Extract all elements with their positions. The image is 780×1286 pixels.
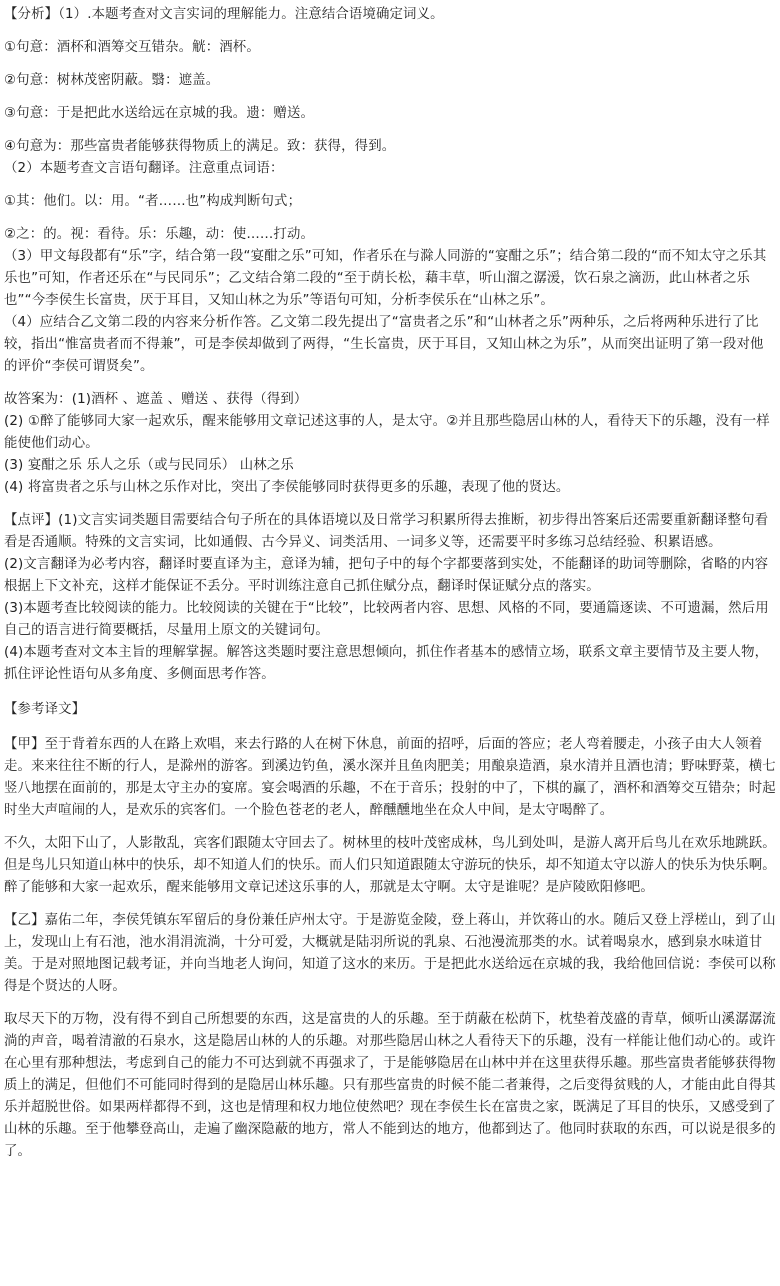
answer-section — [4, 389, 777, 499]
analysis-q1-item: ①句意：酒杯和酒筹交互错杂。觥：酒杯。 — [4, 40, 260, 55]
translation-yi-p1 — [4, 910, 777, 998]
answer-line: (4) 将富贵者之乐与山林之乐作对比，突出了李侯能够同时获得更多的乐趣，表现了他的贤达。 — [4, 480, 570, 495]
comment-item: (4)本题考查对文本主旨的理解掌握。解答这类题时要注意思想倾向，抓住作者基本的感情立场，联系文章主要情节及主要人物，抓住评论性语句从多角度、多侧面思考作答。 — [4, 645, 769, 682]
translation-jia-p1 — [4, 734, 777, 822]
analysis-q1-item: ④句意为：那些富贵者能够获得物质上的满足。致：获得，得到。 — [4, 139, 396, 154]
translation-title: 【参考译文】 — [4, 702, 86, 717]
analysis-q1-item: ②句意：树林茂密阴蔽。翳：遮盖。 — [4, 73, 220, 88]
analysis-q3: （3）甲文每段都有“乐”字，结合第一段“宴酣之乐”可知，作者乐在与滁人同游的“宴酣之乐”；结合第二段的“而不知太守之乐其乐也”可知，作者还乐在“与民同乐”；乙文结合第二段的“至于荫长松，藉丰草，听山溜之潺湲，饮石泉之滴沥，此山林者之乐也”“今李侯生长富贵，厌于耳目，又知山林之为乐”等语句可知，分析李侯乐在“山林之乐”。 — [4, 249, 767, 308]
translation-jia-p2: 不久，太阳下山了，人影散乱，宾客们跟随太守回去了。树林里的枝叶茂密成林，鸟儿到处叫，是游人离开后鸟儿在欢乐地跳跃。但是鸟儿只知道山林中的快乐，却不知道人们的快乐。而人们只知道跟随太守游玩的快乐，却不知道太守以游人的快乐为快乐啊。醉了能够和大家一起欢乐，醒来能够用文章记述这乐事的人，那就是太守啊。太守是谁呢？是庐陵欧阳修吧。 — [4, 836, 776, 895]
analysis-title: 【分析】 — [4, 7, 59, 22]
analysis-q1-line — [4, 4, 777, 26]
analysis-q4: （4）应结合乙文第二段的内容来分析作答。乙文第二段先提出了“富贵者之乐”和“山林者之乐”两种乐，之后将两种乐进行了比较，指出“惟富贵者而不得兼”，可是李侯却做到了两得，“生长富贵，厌于耳目，又知山林之为乐”，从而突出证明了第一段对他的评价“李侯可谓贤矣”。 — [4, 315, 764, 374]
answer-line: (3) 宴酣之乐 乐人之乐（或与民同乐） 山林之乐 — [4, 458, 294, 473]
comment-item: (3)本题考查比较阅读的能力。比较阅读的关键在于“比较”，比较两者内容、思想、风格的不同，要通篇逐读、不可遗漏，然后用自己的语言进行简要概括，尽量用上原文的关键词句。 — [4, 601, 769, 638]
answer-line: 故答案为：(1)酒杯 、遮盖 、赠送 、获得（得到） — [4, 392, 308, 407]
analysis-q1-item: ③句意：于是把此水送给远在京城的我。遗：赠送。 — [4, 106, 315, 121]
translation-section — [4, 699, 777, 1163]
comment-item — [4, 510, 777, 554]
yi-tag: 【乙】 — [4, 913, 45, 928]
comment-title: 【点评】 — [4, 513, 59, 528]
analysis-q2-item: ①其：他们。以：用。“者……也”构成判断句式； — [4, 194, 302, 209]
comment-section — [4, 510, 777, 686]
translation-yi-p2: 取尽天下的万物，没有得不到自己所想要的东西，这是富贵的人的乐趣。至于荫蔽在松荫下，枕垫着茂盛的青草，倾听山溪潺潺流淌的声音，喝着清澈的石泉水，这是隐居山林的人的乐趣。对那些隐居山林之人看待天下的乐趣，没有一样能让他们动心的。或许在心里有那种想法，考虑到自己的能力不可达到就不再强求了，于是能够隐居在山林中并在这里获得乐趣。那些富贵者能够获得物质上的满足，但他们不可能同时得到的是隐居山林乐趣。只有那些富贵的时候不能二者兼得，之后变得贫贱的人，才能由此自得其乐并超脱世俗。如果两样都得不到，这也是情理和权力地位使然吧？现在李侯生长在富贵之家，既满足了耳目的快乐，又感受到了山林的乐趣。至于他攀登高山，走遍了幽深隐蔽的地方，常人不能到达的地方，他都到达了。他同时获取的东西，可以说是很多的了。 — [4, 1012, 776, 1159]
jia-tag: 【甲】 — [4, 737, 45, 752]
jia-p1-text: 至于背着东西的人在路上欢唱，来去行路的人在树下休息，前面的招呼，后面的答应；老人弯着腰走，小孩子由大人领着走。来来往往不断的行人，是滁州的游客。到溪边钓鱼，溪水深并且鱼肉肥美；用酿泉造酒，泉水清并且酒也清；野味野菜，横七竖八地摆在面前的，那是太守主办的宴席。宴会喝酒的乐趣，不在于音乐；投射的中了，下棋的赢了，酒杯和酒筹交互错杂；时起时坐大声喧闹的人，是欢乐的宾客们。一个脸色苍老的老人，醉醺醺地坐在众人中间，是太守喝醉了。 — [4, 737, 776, 818]
analysis-section — [4, 4, 777, 378]
yi-p1-text: 嘉佑二年，李侯凭镇东军留后的身份兼任庐州太守。于是游览金陵，登上蒋山，并饮蒋山的水。随后又登上浮槎山，到了山上，发现山上有石池，池水涓涓流淌，十分可爱，大概就是陆羽所说的乳泉、石池漫流那类的水。试着喝泉水，感到泉水味道甘美。于是对照地图记载考证，并向当地老人询问，知道了这水的来历。于是把此水送给远在京城的我，我给他回信说：李侯可以称得是个贤达的人呀。 — [4, 913, 776, 994]
answer-line: (2) ①醉了能够同大家一起欢乐，醒来能够用文章记述这事的人，是太守。②并且那些隐居山林的人，看待天下的乐趣，没有一样能使他们动心。 — [4, 414, 770, 451]
analysis-q2-item: ②之：的。视：看待。乐：乐趣，动：使……打动。 — [4, 227, 315, 242]
analysis-q1-intro: （1）.本题考查对文言实词的理解能力。注意结合语境确定词义。 — [58, 7, 444, 22]
comment-item: (2)文言翻译为必考内容，翻译时要直译为主，意译为辅，把句子中的每个字都要落到实处，不能翻译的助词等删除，省略的内容根据上下文补充，这样才能保证不丢分。平时训练注意自己抓住赋分点，翻译时保证赋分点的落实。 — [4, 557, 769, 594]
analysis-q2-intro: （2）本题考查文言语句翻译。注意重点词语： — [4, 161, 284, 176]
comment-item-text: (1)文言实词类题目需要结合句子所在的具体语境以及日常学习积累所得去推断，初步得出答案后还需要重新翻译整句看看是否通顺。特殊的文言实词，比如通假、古今异义、词类活用、一词多义等，还需要平时多练习总结经验、积累语感。 — [4, 513, 769, 550]
